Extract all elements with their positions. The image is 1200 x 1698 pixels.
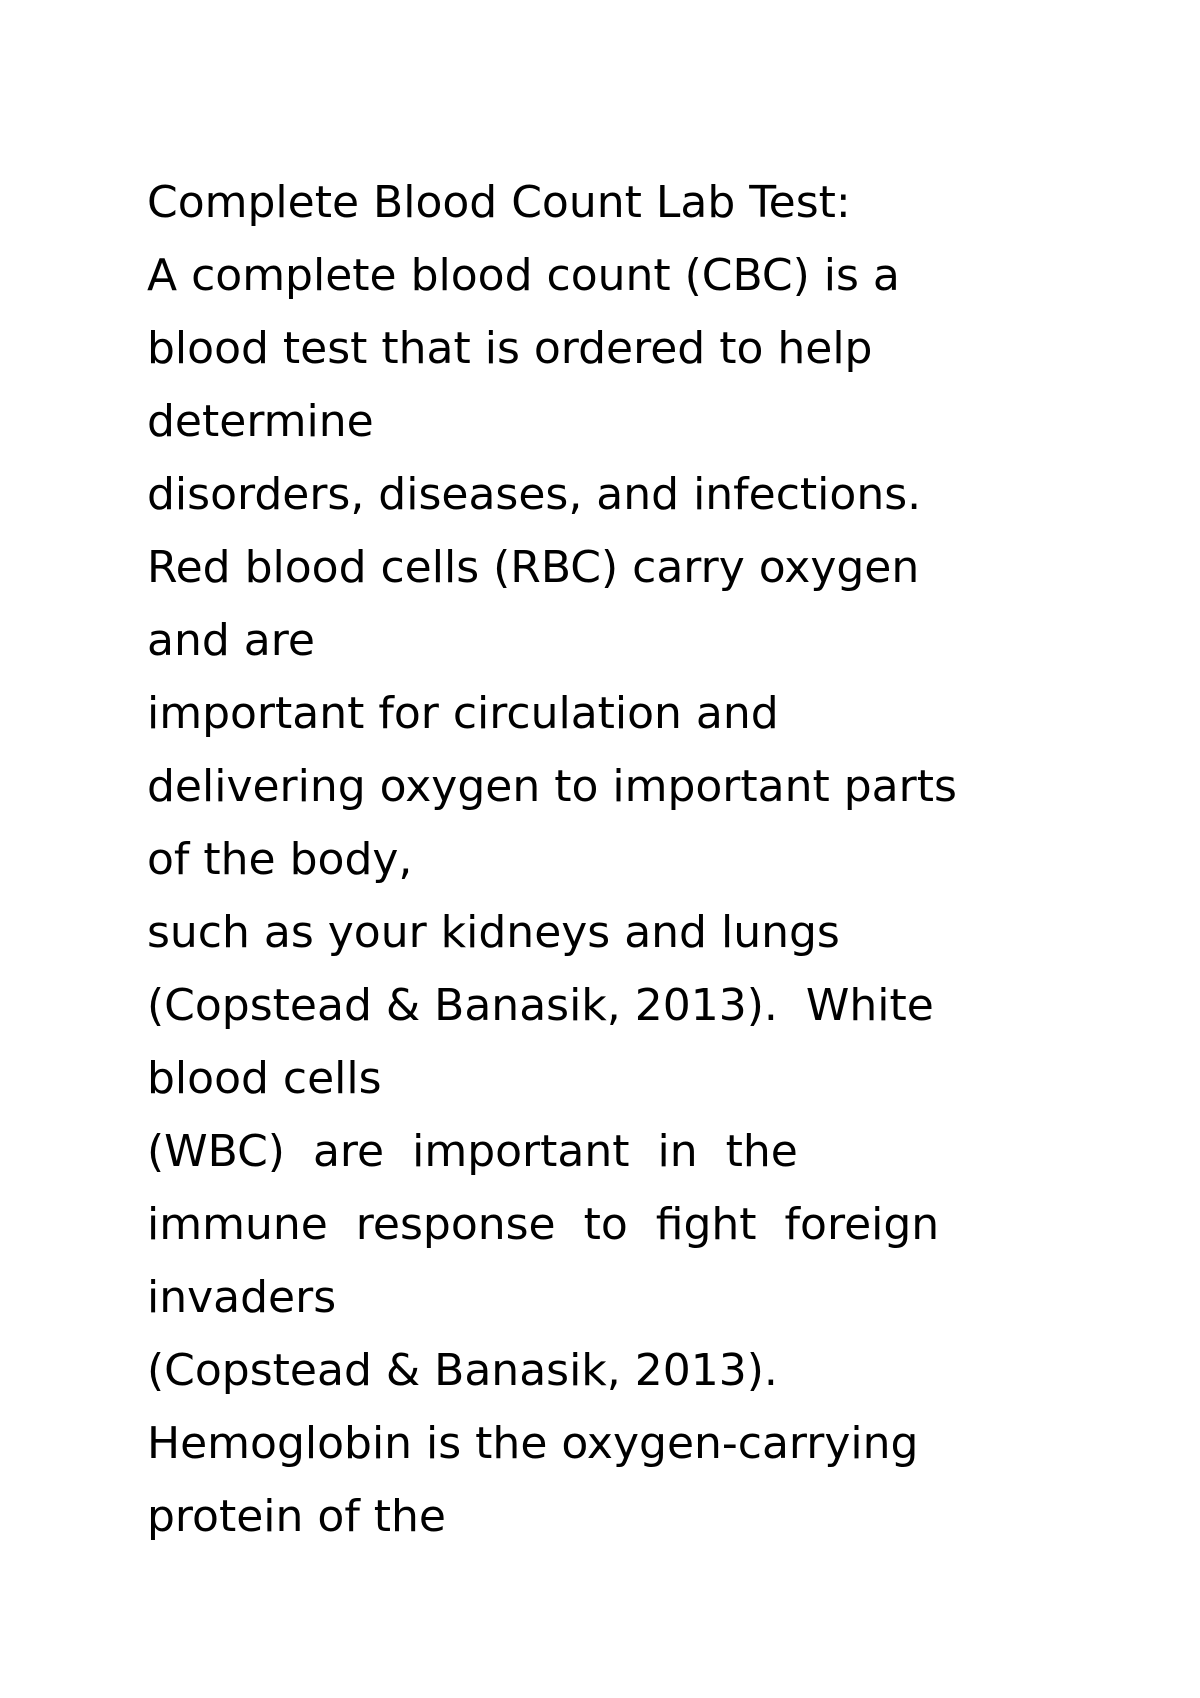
text-line: determine (147, 396, 374, 447)
text-line: Hemoglobin is the oxygen-carrying (147, 1418, 919, 1469)
text-line: immune response to fight foreign (147, 1199, 940, 1250)
text-line: disorders, diseases, and infections. (147, 469, 922, 520)
text-line: protein of the (147, 1491, 446, 1542)
text-line: (Copstead & Banasik, 2013). (147, 1345, 778, 1396)
text-line: and are (147, 615, 315, 666)
text-line: (WBC) are important in the (147, 1126, 798, 1177)
text-line: blood test that is ordered to help (147, 323, 873, 374)
text-line: such as your kidneys and lungs (147, 907, 840, 958)
text-line: of the body, (147, 834, 413, 885)
text-line: important for circulation and (147, 688, 779, 739)
document-heading: Complete Blood Count Lab Test: (147, 177, 851, 228)
document-body (147, 166, 1087, 1553)
text-line: Red blood cells (RBC) carry oxygen (147, 542, 920, 593)
text-line: invaders (147, 1272, 337, 1323)
text-line: (Copstead & Banasik, 2013). White (147, 980, 934, 1031)
text-line: A complete blood count (CBC) is a (147, 250, 900, 301)
text-line: delivering oxygen to important parts (147, 761, 957, 812)
text-line: blood cells (147, 1053, 382, 1104)
